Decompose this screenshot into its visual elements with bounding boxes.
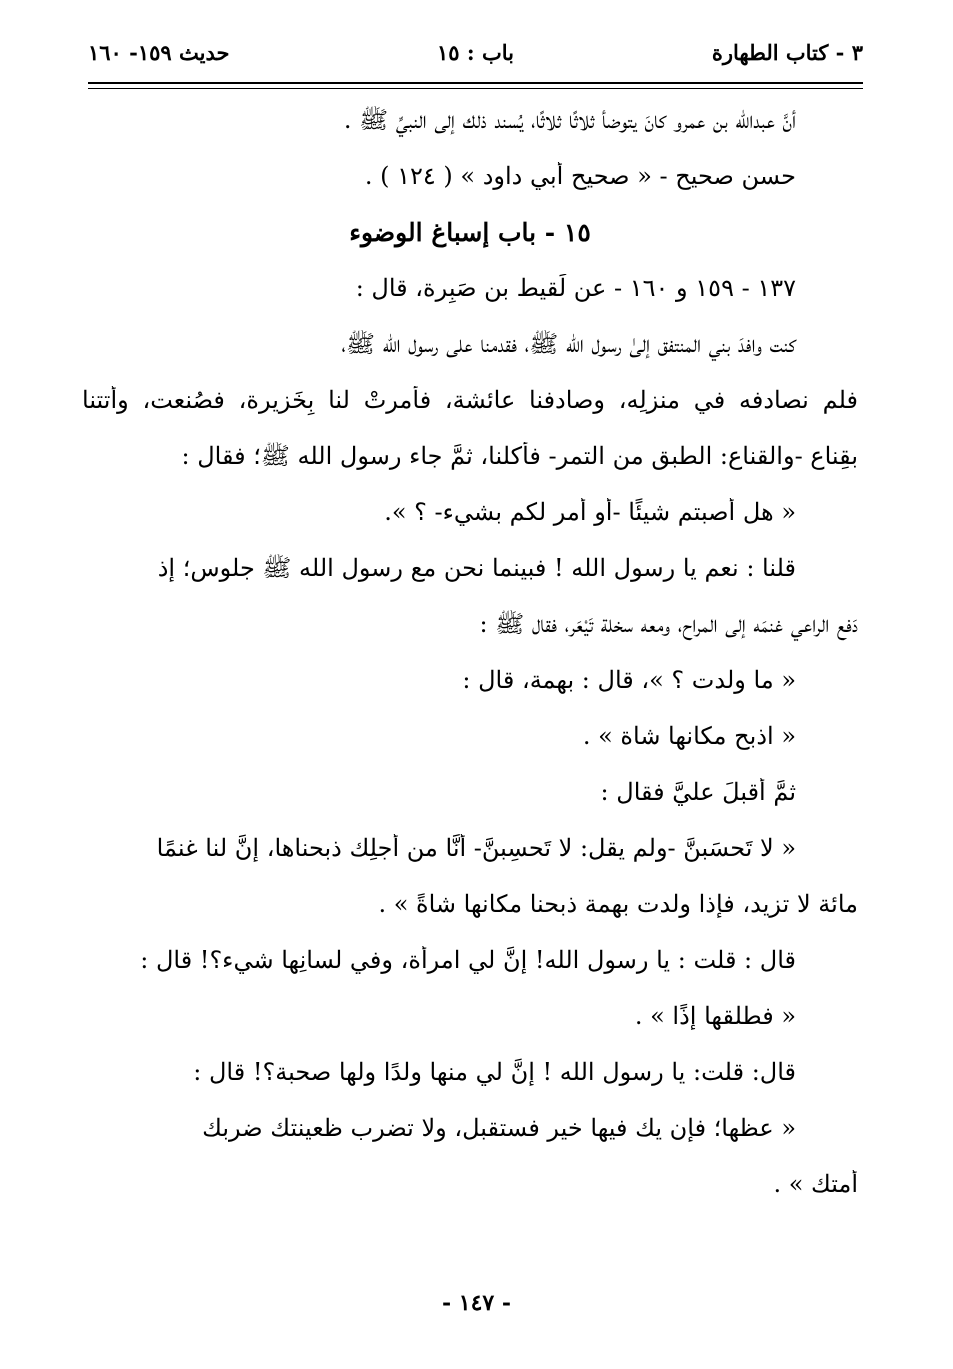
- text-line: « لا تَحسَبنَّ -ولم يقل: لا تَحسِبنَّ- أنَّا من أجلِك ذبحناها، إنَّ لنا غنمًا: [156, 834, 796, 862]
- text-line: « اذبح مكانها شاة » .: [582, 722, 796, 750]
- header-hadith-range: حديث ١٥٩- ١٦٠: [88, 40, 230, 65]
- text-line: قال : قلت : يا رسول الله! إنَّ لي امرأة، وفي لسانِها شيء؟! قال :: [140, 946, 796, 974]
- text-line: دَفع الراعي غنمَه إلى المراح، ومعه سخلة تَيْعَر، فقال ﷺ :: [479, 610, 858, 638]
- text-line: « عظها؛ فإن يك فيها خير فستقبل، ولا تضرب ظعينتك ضربك: [202, 1114, 796, 1142]
- text-line: بقِناع -والقناع: الطبق من التمر- فأكلنا، ثمَّ جاء رسول الله ﷺ؛ فقال :: [181, 442, 858, 470]
- text-line: « فطلقها إذًا » .: [634, 1002, 796, 1030]
- text-line: ثمَّ أقبلَ عليَّ فقال :: [600, 778, 796, 806]
- text-line: قلنا : نعم يا رسول الله ! فبينما نحن مع رسول الله ﷺ جلوس؛ إذ: [157, 554, 796, 582]
- text-line: « ما ولدت ؟ »، قال : بهمة، قال :: [462, 666, 796, 694]
- text-line: كنت وافدَ بني المنتفق إلىٰ رسول الله ﷺ، فقدمنا على رسول الله ﷺ،: [341, 330, 796, 358]
- page-body: [82, 106, 858, 1226]
- text-line: أمتك » .: [773, 1170, 858, 1198]
- chapter-heading: ١٥ - باب إسباغ الوضوء: [349, 218, 591, 247]
- grading-line: حسن صحيح - « صحيح أبي داود » ( ١٢٤ ) .: [364, 162, 796, 190]
- page-number: - ١٤٧ -: [441, 1290, 512, 1316]
- header-book-title: ٣ - كتاب الطهارة: [711, 40, 863, 65]
- text-line: قال: قلت: يا رسول الله ! إنَّ لي منها ولدًا ولها صحبة؟! قال :: [193, 1058, 796, 1086]
- header-rule-thick: [88, 82, 863, 84]
- text-line: فلم نصادفه في منزلِه، وصادفنا عائشة، فأمرتْ لنا بِخَزيرة، فصُنعت، وأتتنا: [82, 386, 858, 414]
- text-line: أنَّ عبدالله بن عمرو كانَ يتوضأ ثلاثًا ثلاثًا، يُسند ذلك إلى النبيِّ ﷺ .: [343, 106, 796, 134]
- header-chapter: باب : ١٥: [437, 40, 514, 65]
- header-rule-thin: [88, 88, 863, 89]
- hadith-isnad: ١٣٧ - ١٥٩ و ١٦٠ - عن لَقيط بن صَبِرة، قال :: [355, 274, 796, 302]
- running-header: [88, 40, 863, 76]
- text-line: « هل أصبتم شيئًا -أو أُمر لكم بشيء- ؟ ».: [384, 498, 796, 526]
- text-line: مائة لا تزيد، فإذا ولدت بهمة ذبحنا مكانها شاةً » .: [378, 890, 858, 918]
